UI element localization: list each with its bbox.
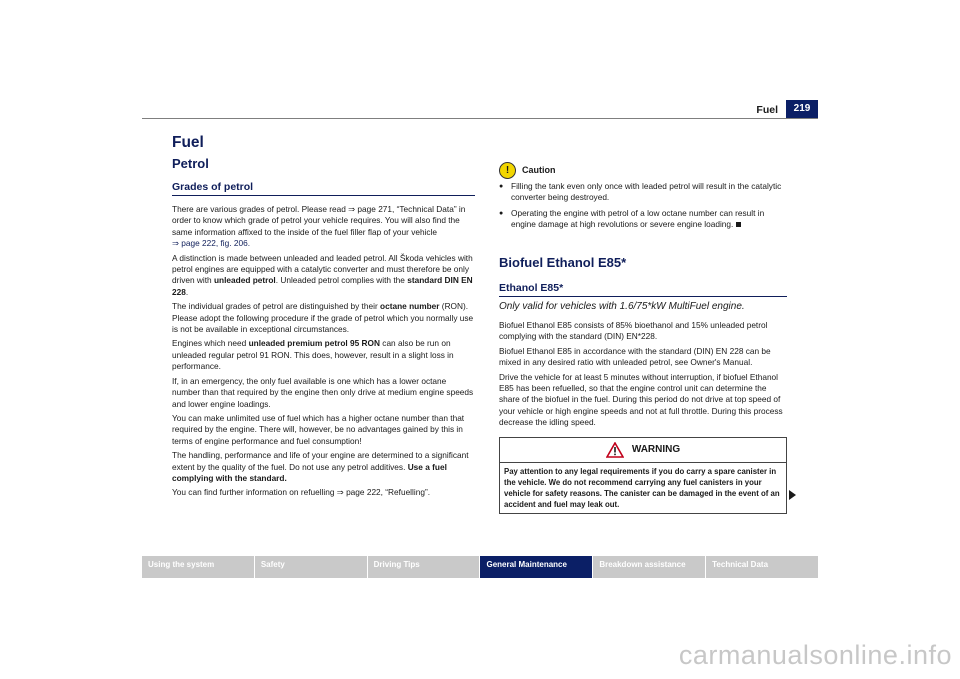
caution-bullet-2: ● Operating the engine with petrol of a low octane number can result in engine damage at high revolutions or severe engine loading. <box>499 208 787 231</box>
caution-title: Caution <box>522 164 556 175</box>
paragraph-quality: The handling, performance and life of your engine are determined to a significant extent by the quality of the fuel. Do not use any petrol additives. Use a fuel complying with the standard. <box>172 450 469 483</box>
header-rule <box>142 118 818 119</box>
chapter-nav <box>142 556 818 578</box>
nav-using-the-system[interactable]: Using the system <box>142 556 254 578</box>
paragraph-e85-driving: Drive the vehicle for at least 5 minutes without interruption, if biofuel Ethanol E85 has been refuelled, so that the engine control unit can determine the share of the biofuel in the fuel. During this period do not drive at top speed of your vehicle or high engine speeds and not at full throttle. During this process decrease the idling speed. <box>499 371 783 428</box>
left-column <box>172 134 475 502</box>
chapter-title: Fuel <box>172 134 204 151</box>
nav-technical-data[interactable]: Technical Data <box>706 556 818 578</box>
page-number: 219 <box>786 100 818 118</box>
warning-box <box>499 437 787 514</box>
nav-general-maintenance[interactable]: General Maintenance <box>480 556 592 578</box>
paragraph-higher-octane: You can make unlimited use of fuel which has a higher octane number than that required by the engine. There will, however, be no advantages gained by this in terms of engine performance and fuel consumption! <box>172 412 465 446</box>
caution-header <box>499 162 787 179</box>
warning-text: Pay attention to any legal requirements if you do carry a spare canister in the vehicle. We do not recommend carrying any fuel canisters in your vehicle for safety reasons. The canister can be damaged in the event of an accident and fuel may leak out. <box>504 466 780 509</box>
continue-arrow-icon <box>789 490 796 500</box>
paragraph-e85-composition: Biofuel Ethanol E85 consists of 85% bioethanol and 15% unleaded petrol complying with the standard (DIN) EN*228. <box>499 320 768 342</box>
paragraph-emergency: If, in an emergency, the only fuel available is one which has a lower octane number than that required by the engine then only drive at medium engine speeds and lower engine loadings. <box>172 375 474 409</box>
warning-title: WARNING <box>631 443 681 455</box>
watermark: carmanualsonline.info <box>678 640 952 670</box>
caution-bullet-1: ● Filling the tank even only once with leaded petrol will result in the catalytic converter being destroyed. <box>499 181 787 204</box>
nav-safety[interactable]: Safety <box>255 556 367 578</box>
header-title: Fuel <box>756 104 778 116</box>
paragraph-unleaded: A distinction is made between unleaded and leaded petrol. All Škoda vehicles with petrol engines are equipped with a catalytic converter and must therefore be only driven with unleaded petrol. Unleaded petrol complies with the standard DIN EN 228. <box>172 252 473 297</box>
warning-header <box>500 438 786 463</box>
nav-driving-tips[interactable]: Driving Tips <box>368 556 480 578</box>
subsection-title-grades: Grades of petrol <box>172 180 475 196</box>
page-link-fig[interactable]: ⇒ page 222, fig. 206. <box>172 238 250 249</box>
section-title-biofuel: Biofuel Ethanol E85* <box>499 254 627 270</box>
subsection-title-ethanol: Ethanol E85* <box>499 281 787 297</box>
paragraph-grades: There are various grades of petrol. Please read ⇒ page 271, “Technical Data” in order to know which grade of petrol your vehicle requires. You will also find the same information affixed to the inside of the fuel filler flap of your vehicle ⇒ page 222, fig. 206. <box>172 204 466 249</box>
right-column <box>499 134 787 514</box>
validity-note: Only valid for vehicles with 1.6/75*kW MultiFuel engine. <box>499 300 745 312</box>
warning-triangle-icon <box>606 442 624 458</box>
caution-icon: ! <box>499 162 516 179</box>
end-marker-icon <box>736 222 741 227</box>
paragraph-premium: Engines which need unleaded premium petrol 95 RON can also be run on unleaded regular petrol 91 RON. This does, however, result in a slight loss in performance. <box>172 338 454 372</box>
paragraph-octane: The individual grades of petrol are distinguished by their octane number (RON). Please adopt the following procedure if the grade of petrol which you normally use is not be available in exceptional circumstances. <box>172 301 474 335</box>
section-title-petrol: Petrol <box>172 156 209 171</box>
paragraph-refuelling: You can find further information on refuelling ⇒ page 222, “Refuelling”. <box>172 487 431 498</box>
paragraph-e85-mixing: Biofuel Ethanol E85 in accordance with the standard (DIN) EN 228 can be mixed in any desired ratio with unleaded petrol, see Owner's Manual. <box>499 345 771 368</box>
nav-breakdown-assistance[interactable]: Breakdown assistance <box>593 556 705 578</box>
